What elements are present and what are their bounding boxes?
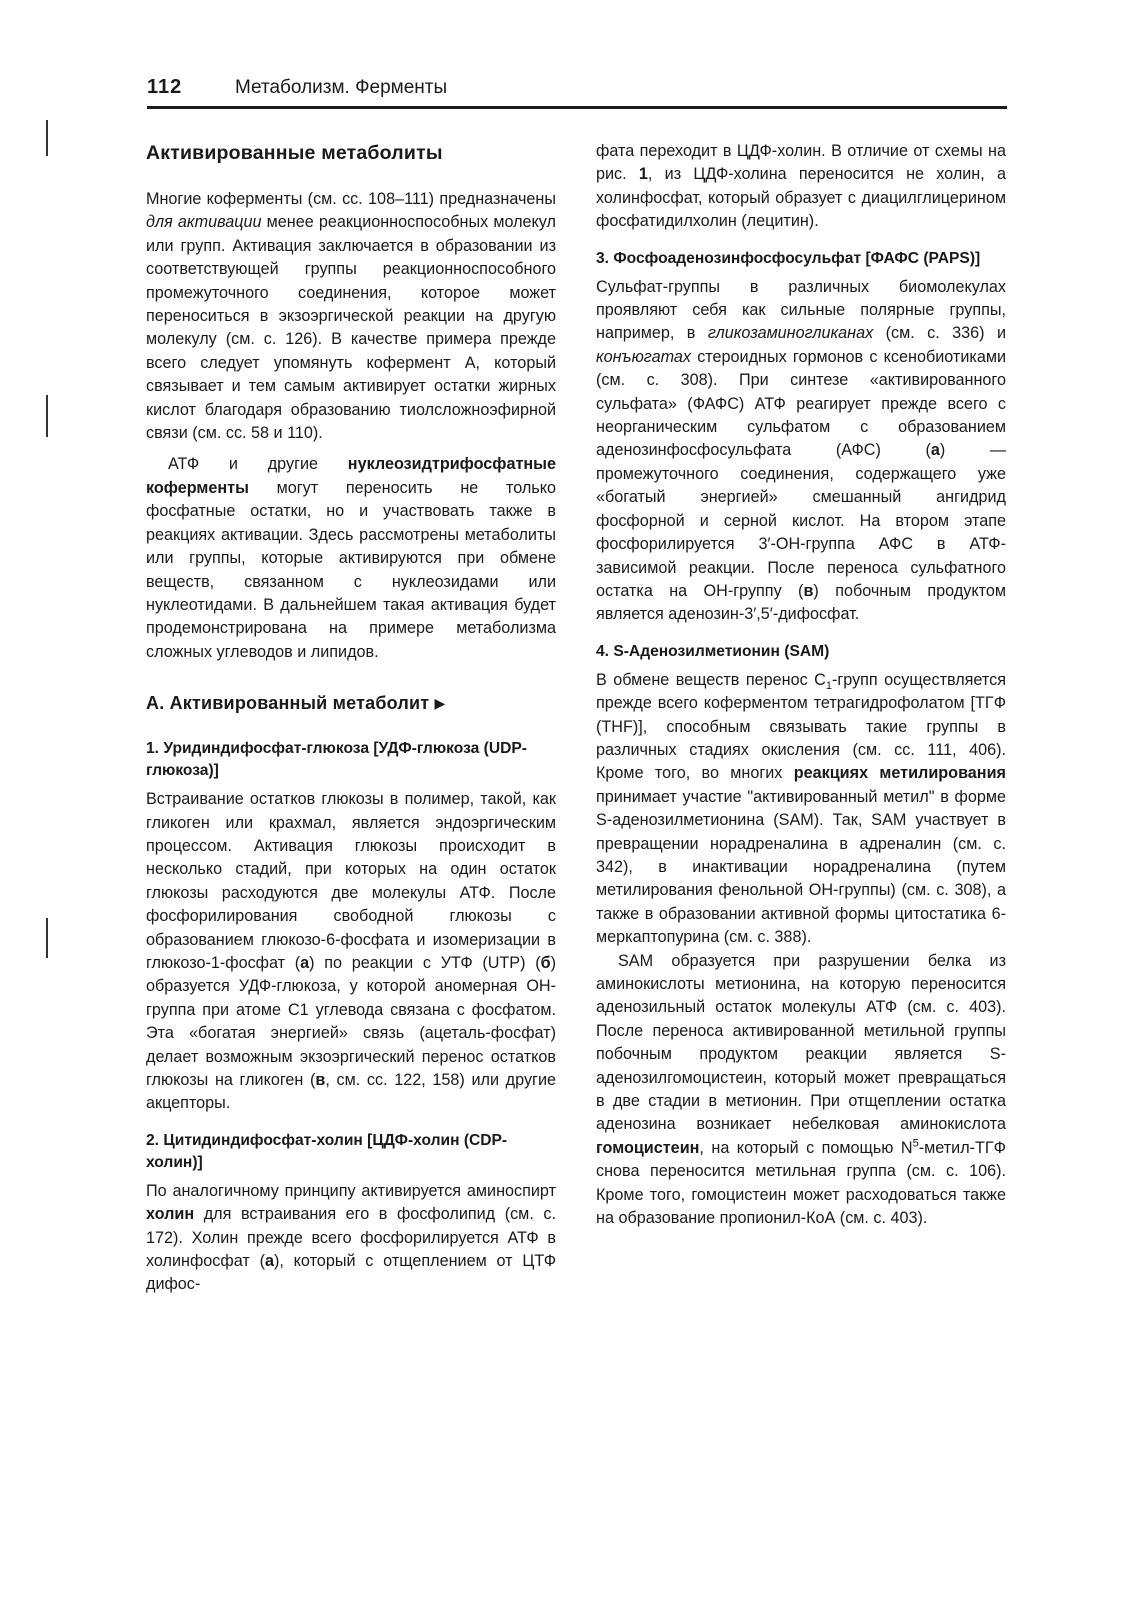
running-title: Метаболизм. Ферменты bbox=[235, 77, 448, 98]
header-rule bbox=[147, 106, 1007, 109]
subsection-title-a: А. Активированный метаболит ▶ bbox=[146, 693, 446, 714]
paragraph-cdp-choline-continued: фата переходит в ЦДФ-холин. В отличие от схемы на рис. 1, из ЦДФ-холина переносится не холин, а холинфосфат, который образует с диацилглицерином фосфатидилхолин (лецитин). bbox=[596, 142, 1006, 231]
intro-paragraph-2: АТФ и другие нуклеозидтрифосфатные коферменты могут переносить не только фосфатные остатки, но и участвовать также в реакциях активации. Здесь рассмотрены метаболиты или группы, которые активируются при обмене веществ, связанном с нуклеозидами или нуклеотидами. В дальнейшем такая активация будет продемонстрирована на примере метаболизма сложных углеводов и липидов. bbox=[146, 455, 556, 661]
subheading-sam: 4. S-Аденозилметионин (SAM) bbox=[596, 642, 830, 660]
margin-mark-1 bbox=[46, 120, 48, 156]
margin-mark-2 bbox=[46, 395, 48, 437]
page-number: 112 bbox=[147, 76, 183, 98]
paragraph-sam-2: SAM образуется при разрушении белка из аминокислоты метионина, на которую переносится аденозильный остаток молекулы АТФ (см. с. 403). После переноса активированной метильной группы побочным продуктом реакции является S-аденозилгомоцистеин, который может превращаться в две стадии в метионин. При отщеплении остатка аденозина возникает небелковая аминокислота гомоцистеин, на который с помощью $N^5-метил$-ТГФ снова переносится метильная группа (см. с. 106). Кроме того, гомоцистеин может расходоваться также на образование пропионил-КоА (см. с. 403). bbox=[596, 951, 1006, 1228]
play-marker-icon: ▶ bbox=[434, 695, 446, 712]
margin-mark-3 bbox=[46, 918, 48, 958]
paragraph-cdp-choline: По аналогичному принципу активируется аминоспирт холин для встраивания его в фосфолипид (см. с. 172). Холин прежде всего фосфорилируется АТФ в холинфосфат (а), который с отщеплением от ЦТФ дифос- bbox=[146, 1181, 556, 1294]
paragraph-udp-glucose: Встраивание остатков глюкозы в полимер, такой, как гликоген или крахмал, является эндоэргическим процессом. Активация глюкозы происходит в несколько стадий, при которых на один остаток глюкозы расходуются две молекулы АТФ. После фосфорилирования свободной глюкозы с образованием глюкозо-6-фосфата и изомеризации в глюкозо-1-фосфат (а) по реакции с УТФ (UTP) (б) образуется УДФ-глюкоза, у которой аномерная ОН-группа при атоме С1 углевода связана с фосфатом. Эта «богатая энергией» связь (ацеталь-фосфат) делает возможным экзоэргический перенос остатков глюкозы на гликоген (в, см. сс. 122, 158) или другие акцепторы. bbox=[146, 790, 556, 1113]
right-column bbox=[596, 140, 1006, 1230]
paragraph-sam-1: В обмене веществ перенос $С_1$-групп осуществляется прежде всего коферментом тетрагидрофолатом [ТГФ (THF)], способным связывать такие группы в различных стадиях окисления (см. сс. 111, 406). Кроме того, во многих реакциях метилирования принимает участие "активированный метил" в форме S-аденозилметионина (SAM). Так, SAM участвует в превращении норадреналина в адреналин (см. с. 342), в инактивации норадреналина (путем метилирования фенольной ОН-группы) (см. с. 308), а также в образовании активной формы цитостатика 6-меркаптопурина (см. с. 388). bbox=[596, 670, 1006, 947]
page-header bbox=[147, 76, 1005, 106]
subheading-udp-glucose: 1. Уридиндифосфат-глюкоза [УДФ-глюкоза (UDP-глюкоза)] bbox=[146, 740, 527, 780]
intro-paragraph-1: Многие коферменты (см. сс. 108–111) предназначены для активации менее реакционноспособных молекул или групп. Активация заключается в образовании из соответствующей группы реакционноспособного промежуточного соединения, которое может переноситься в экзоэргической реакции на другую молекулу (см. с. 126). В качестве примера прежде всего следует упомянуть кофермент А, который связывает и тем самым активирует остатки жирных кислот благодаря образованию тиолсложноэфирной связи (см. сс. 58 и 110). bbox=[146, 190, 556, 443]
paragraph-paps: Сульфат-группы в различных биомолекулах проявляют себя как сильные полярные группы, например, в гликозаминогликанах (см. с. 336) и конъюгатах стероидных гормонов с ксенобиотиками (см. с. 308). При синтезе «активированного сульфата» (ФАФС) АТФ реагирует прежде всего с неорганическим сульфатом с образованием аденозинфосфосульфата (АФС) (а) — промежуточного соединения, содержащего уже «богатый энергией» смешанный ангидрид фосфорной и серной кислот. На втором этапе фосфорилируется 3′-ОН-группа АФС в АТФ-зависимой реакции. После переноса сульфатного остатка на ОН-группу (в) побочным продуктом является аденозин-3′,5′-дифосфат. bbox=[596, 277, 1007, 624]
subheading-paps: 3. Фосфоаденозинфосфосульфат [ФАФС (PAPS)] bbox=[596, 249, 981, 267]
section-title: Активированные метаболиты bbox=[146, 142, 443, 164]
subheading-cdp-choline: 2. Цитидиндифосфат-холин [ЦДФ-холин (CDP-холин)] bbox=[146, 1131, 508, 1171]
left-column bbox=[146, 140, 556, 1297]
